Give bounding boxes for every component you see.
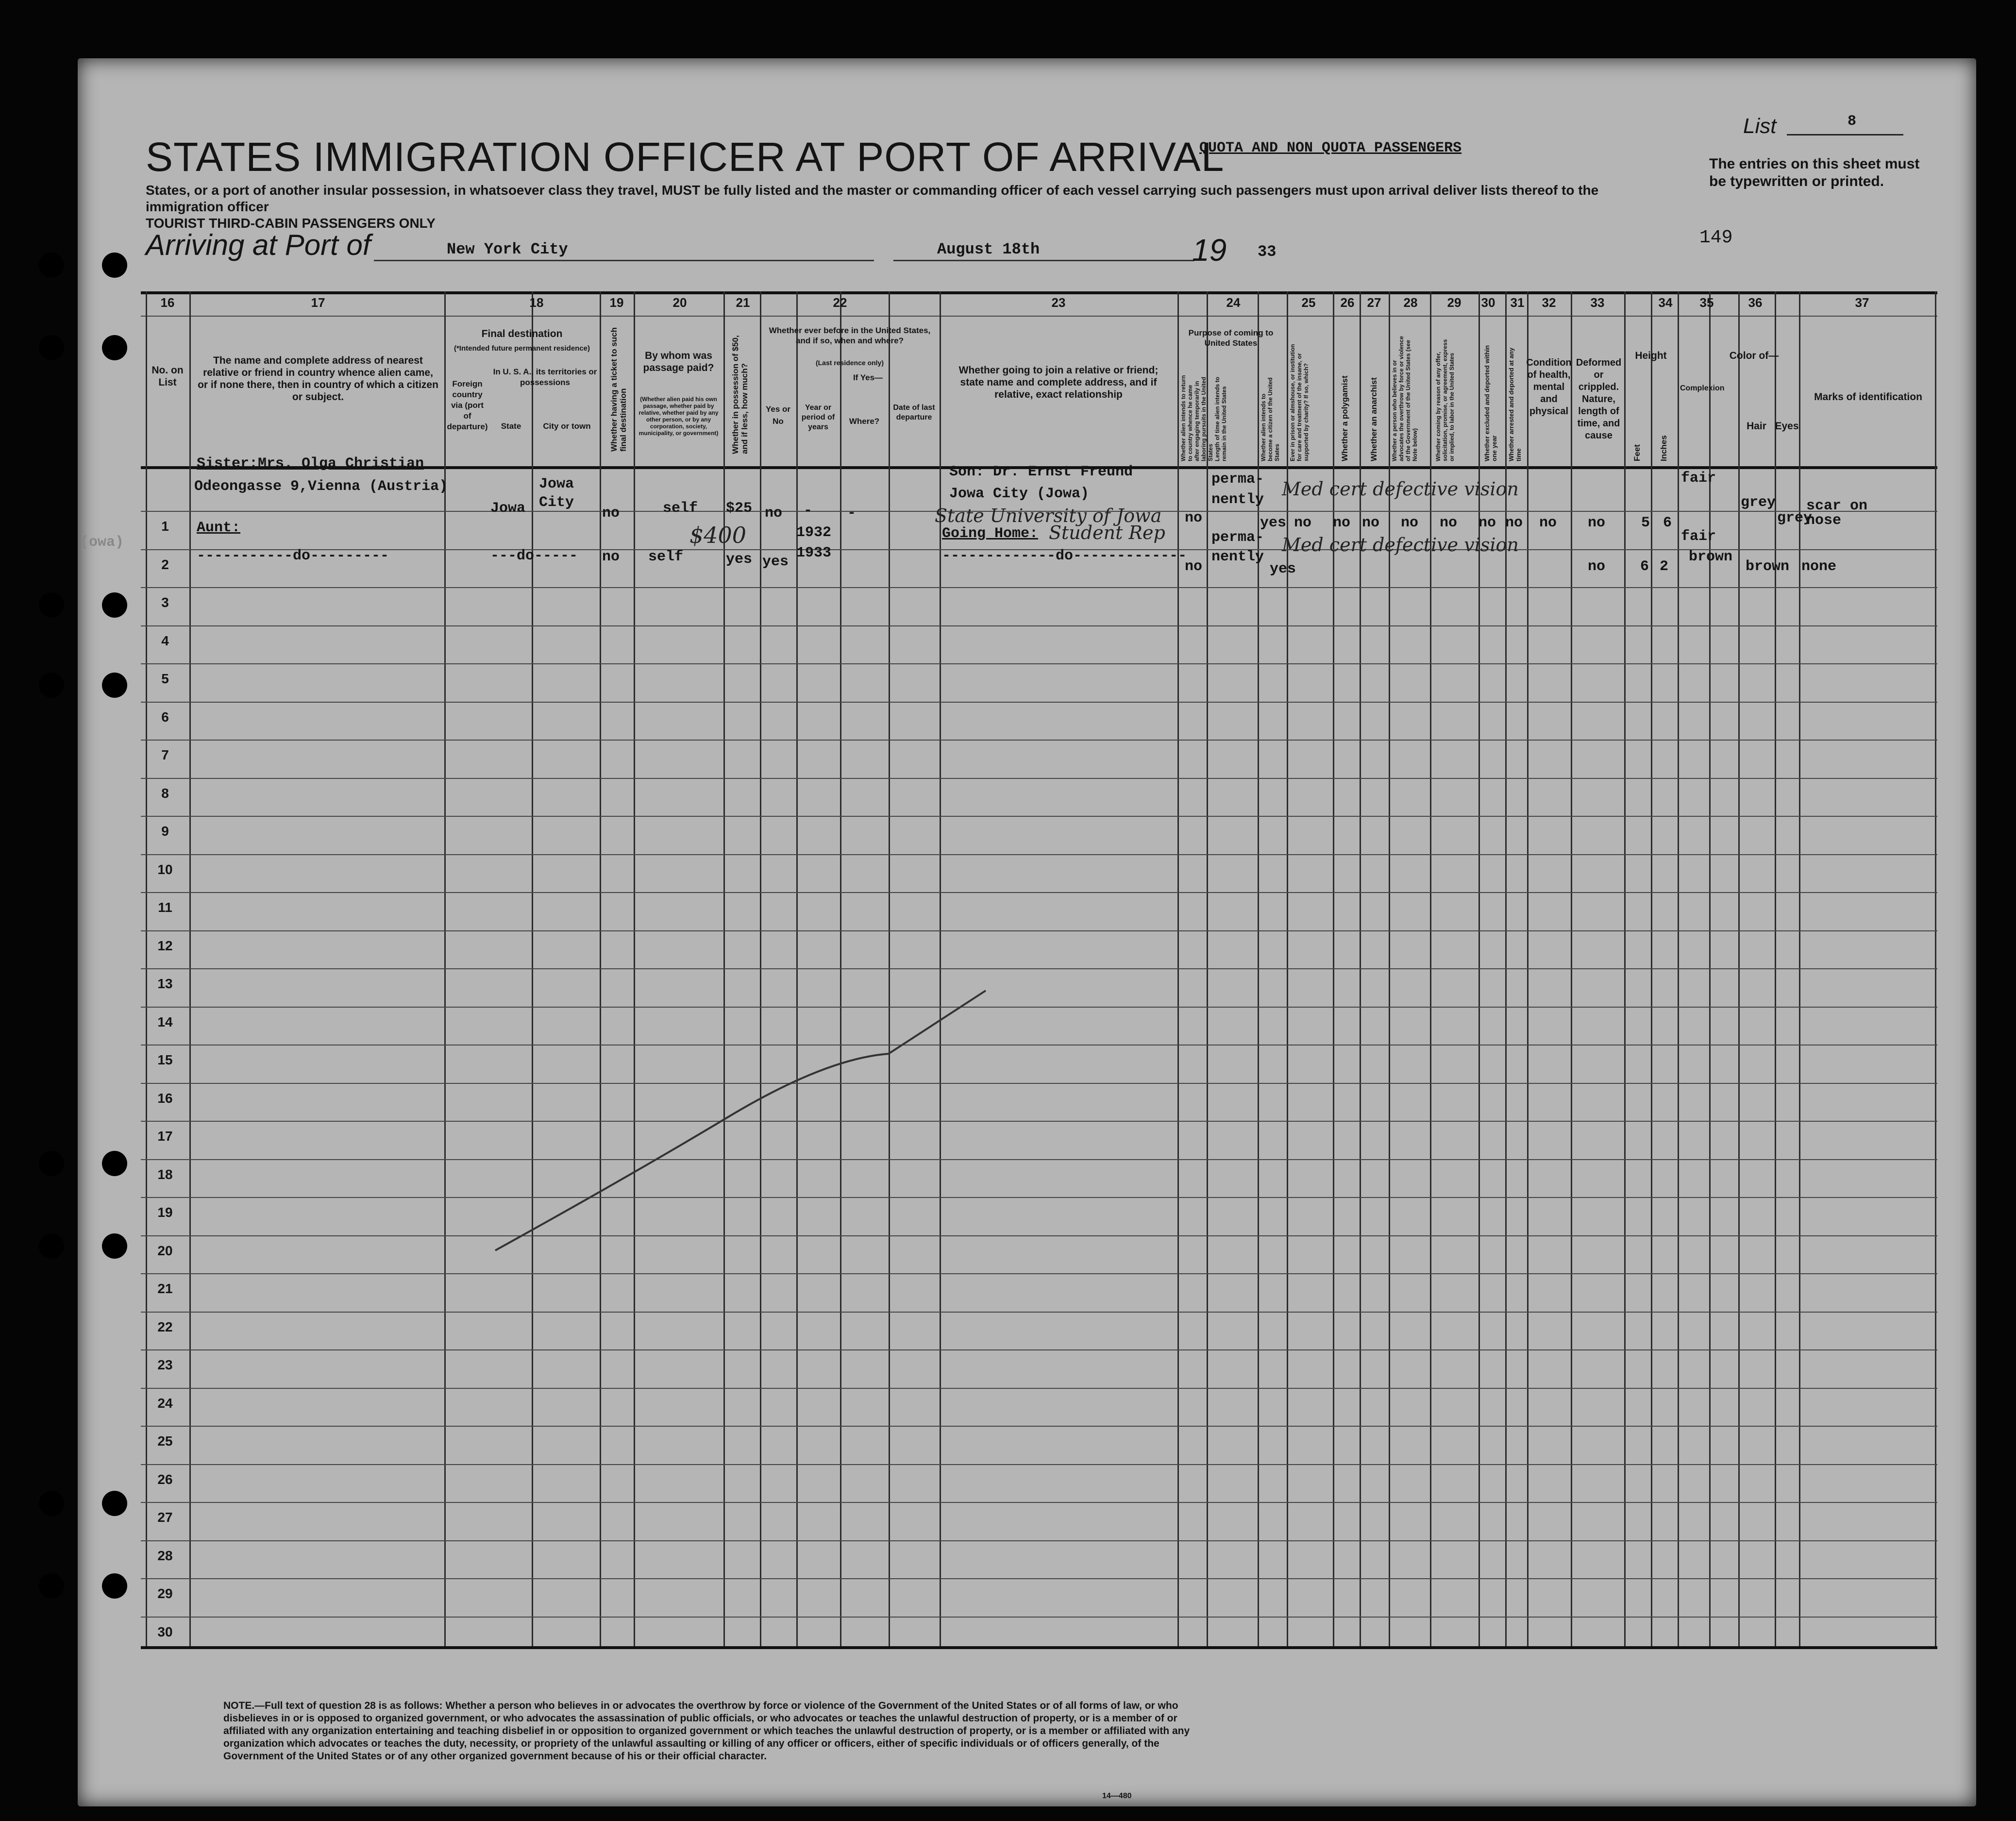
- r1-city-b: City: [539, 494, 574, 511]
- header-join-relative: Whether going to join a relative or friend; state name and complete address, and if relative, exact relationship: [958, 365, 1159, 400]
- column-number: 17: [311, 295, 325, 310]
- column-number: 34: [1658, 295, 1673, 310]
- row-number: 24: [157, 1396, 173, 1411]
- column-number: 22: [833, 295, 847, 310]
- row-number: 6: [161, 709, 169, 725]
- r1-feet: 5: [1641, 515, 1650, 531]
- r2-relative-ditto: -----------do---------: [197, 548, 389, 564]
- year-prefix: 19: [1192, 233, 1227, 268]
- header-purpose-length: Length of time alien intends to remain in the United States: [1214, 377, 1227, 461]
- header-final-destination-note: (*Intended future permanent residence): [454, 344, 590, 353]
- r2-handwritten-cert: Med cert defective vision: [1282, 534, 1519, 556]
- column-number: 24: [1226, 295, 1241, 310]
- typed-note: The entries on this sheet must be typewritten or printed.: [1709, 156, 1920, 189]
- r1-join-handwritten: State University of Jowa: [935, 505, 1162, 526]
- header-nearest-relative: The name and complete address of nearest relative or friend in country whence alien came, or if none there, then in country of which a citizen or subject.: [198, 355, 438, 403]
- r1-before: no: [765, 505, 783, 522]
- header-height: Height: [1635, 350, 1667, 361]
- r2-eyes: brown: [1746, 558, 1790, 575]
- column-number: 31: [1510, 295, 1525, 310]
- form-number: 14—480: [1102, 1792, 1132, 1800]
- row-number: 23: [157, 1357, 173, 1372]
- date-value: August 18th: [937, 240, 1040, 258]
- r1-deformed: no: [1588, 515, 1606, 531]
- row-number: 1: [161, 519, 169, 534]
- r2-ticket: no: [602, 549, 620, 565]
- list-number: 8: [1848, 113, 1857, 130]
- header-passage-note: (Whether alien paid his own passage, whether paid by relative, whether paid by any other person, or by any corporation, society, municipality, or government): [638, 396, 719, 437]
- r2-before: yes: [762, 554, 789, 570]
- header-foreign-country: Foreign country via (port of departure): [447, 379, 488, 431]
- row-number: 19: [157, 1205, 173, 1220]
- column-number: 16: [160, 295, 175, 310]
- r1-relative-name: Sister:Mrs. Olga Christian: [197, 455, 424, 472]
- r2-join-label: Going Home:: [942, 525, 1039, 542]
- r2-marks: none: [1801, 558, 1837, 575]
- row-number: 12: [157, 938, 173, 953]
- header-state: State: [501, 422, 521, 431]
- column-number: 33: [1590, 295, 1605, 310]
- header-ever-before: Whether ever before in the United States, and if so, when and where?: [769, 326, 931, 345]
- row-number: 11: [158, 900, 172, 915]
- header-health: Condition of health, mental and physical: [1526, 357, 1572, 417]
- row-number: 21: [157, 1281, 173, 1296]
- header-money: Whether in possession of $50, and if less, how much?: [731, 335, 749, 454]
- r1-marks-b: nose: [1806, 512, 1842, 529]
- column-number: 35: [1699, 295, 1714, 310]
- r1-state: Jowa: [490, 500, 526, 517]
- row-number: 9: [161, 824, 169, 839]
- header-purpose-citizen: Whether alien intends to become a citizen of the United States: [1260, 377, 1280, 461]
- header-marks: Marks of identification: [1814, 391, 1922, 403]
- r2-year-b: 1933: [796, 545, 832, 561]
- row-number: 20: [157, 1243, 173, 1258]
- column-number: 36: [1748, 295, 1763, 310]
- r2-complexion: fair: [1681, 528, 1716, 545]
- footnote-question-28: NOTE.—Full text of question 28 is as follows: Whether a person who believes in or advocates the overthrow by force or violence of the Government of the United States or of all forms of law, or who disbelieves in or is opposed to organized government, or who advocates the assassination of public officials, or who advocates or teaches the unlawful destruction of property, or is a member of or affiliated with any organization entertaining and teaching disbelief in or opposition to organized government or which teaches the unlawful destruction of property, or is a member or affiliated with any organization which advocates or teaches the duty, necessity, or propriety of the unlawful assaulting or killing of any officer or officers, either of specific individuals or of officers generally, of the Government of the United States or of any other organized government because of his or their official character.: [223, 1700, 1190, 1762]
- header-purpose-return: Whether alien intends to return to country whence he came after engaging temporarily in laboring pursuits in the United States: [1180, 375, 1214, 461]
- header-color: Color of—: [1729, 350, 1779, 361]
- r1-health: no: [1539, 515, 1557, 531]
- r2-money-handwritten: $400: [689, 522, 747, 548]
- header-eyes: Eyes: [1775, 421, 1799, 432]
- subtitle-tourist: TOURIST THIRD-CABIN PASSENGERS ONLY: [146, 216, 436, 231]
- r1-complexion: fair: [1681, 470, 1716, 487]
- header-prison: Ever in prison or almshouse, or institution for care and treatment of the insane, or supported by charity? If so, which?: [1289, 344, 1310, 461]
- row-number: 18: [157, 1167, 173, 1182]
- r2-purpose-length-b: nently: [1211, 549, 1264, 565]
- header-ever-before-note: (Last residence only): [815, 359, 884, 367]
- row-number: 10: [157, 862, 173, 877]
- column-number: 28: [1403, 295, 1418, 310]
- r1-join-address: Jowa City (Jowa): [949, 486, 1090, 502]
- r2-join-handwritten: Student Rep: [1049, 522, 1165, 543]
- column-number: 20: [672, 295, 687, 310]
- row-number: 5: [161, 671, 169, 686]
- r2-citizen: yes: [1270, 561, 1296, 577]
- r1-relative-address: Odeongasse 9,Vienna (Austria): [194, 478, 448, 495]
- r2-deformed: no: [1588, 558, 1606, 575]
- r2-inches: 2: [1660, 558, 1669, 575]
- r1-q25: no: [1294, 515, 1312, 531]
- r1-handwritten-cert: Med cert defective vision: [1282, 478, 1519, 500]
- r1-marks-a: scar on: [1806, 498, 1868, 514]
- r2-state-ditto: ---do-----: [490, 548, 578, 564]
- page-title: STATES IMMIGRATION OFFICER AT PORT OF ARRIVAL: [146, 134, 1225, 180]
- r1-purpose-length-a: perma-: [1211, 471, 1264, 488]
- subtitle-line: States, or a port of another insular possession, in whatsoever class they travel, MUST be fully listed and the master or commanding officer of each vessel carrying such passengers must upon arrival deliver lists thereof to the immigration officer: [146, 183, 1599, 214]
- r1-where-dash: -: [847, 505, 857, 522]
- row-number: 30: [157, 1624, 173, 1639]
- port-value: New York City: [447, 240, 568, 258]
- r1-q26: no: [1333, 515, 1351, 531]
- page-number: 149: [1699, 227, 1733, 248]
- column-number: 37: [1855, 295, 1869, 310]
- margin-note: (owa): [80, 534, 124, 551]
- header-polygamist: Whether a polygamist: [1340, 375, 1349, 461]
- r2-paid: self: [648, 549, 684, 565]
- row-number: 3: [161, 595, 169, 610]
- header-if-yes: If Yes—: [853, 373, 883, 382]
- header-final-destination: Final destination: [481, 328, 563, 339]
- r1-paid: self: [663, 500, 698, 517]
- header-complexion: Complexion: [1680, 384, 1725, 392]
- row-number: 7: [161, 747, 169, 762]
- column-number: 19: [609, 295, 624, 310]
- header-no-on-list: No. on List: [151, 365, 184, 388]
- r1-join-name: Son: Dr. Ernst Freund: [949, 464, 1133, 480]
- column-number: 21: [736, 295, 750, 310]
- r2-hair: brown: [1689, 549, 1733, 565]
- r1-q31: no: [1505, 515, 1523, 531]
- header-hair: Hair: [1747, 421, 1766, 432]
- r1-hair: grey: [1741, 494, 1776, 511]
- r1-q27: no: [1362, 515, 1380, 531]
- row-number: 2: [161, 557, 169, 572]
- header-arrested: Whether arrested and deported at any time: [1508, 347, 1522, 461]
- column-number: 30: [1481, 295, 1495, 310]
- column-number: 25: [1301, 295, 1316, 310]
- column-number: 26: [1340, 295, 1355, 310]
- row-number: 26: [157, 1472, 173, 1487]
- r1-city-a: Jowa: [539, 476, 574, 492]
- header-labor-offer: Whether coming by reason of any offer, solicitation, promise, or agreement, express or implied, to labor in the United States: [1435, 339, 1455, 461]
- header-passage-paid: By whom was passage paid?: [643, 350, 714, 373]
- row-number: 15: [157, 1052, 173, 1067]
- row-number: 17: [157, 1129, 173, 1144]
- r1-purpose-return: no: [1185, 510, 1203, 526]
- column-number: 32: [1542, 295, 1556, 310]
- r1-eyes: grey: [1777, 510, 1813, 526]
- quota-label: QUOTA AND NON QUOTA PASSENGERS: [1199, 140, 1462, 156]
- list-label: List: [1743, 114, 1777, 138]
- header-inches: Inches: [1659, 435, 1668, 461]
- r1-q29: no: [1440, 515, 1458, 531]
- header-purpose: Purpose of coming to United States: [1188, 328, 1274, 348]
- header-last-departure: Date of last departure: [893, 404, 935, 422]
- r2-year-a: 1932: [796, 524, 832, 541]
- row-number: 16: [157, 1091, 173, 1106]
- header-feet: Feet: [1632, 444, 1642, 461]
- column-number: 27: [1367, 295, 1381, 310]
- header-ticket: Whether having a ticket to such final destination: [609, 327, 628, 452]
- header-in-usa: In U. S. A., its territories or possessions: [493, 367, 597, 387]
- row-number: 13: [157, 976, 173, 991]
- r2-money: yes: [726, 551, 753, 568]
- r2-feet: 6: [1640, 558, 1649, 575]
- r1-purpose-length-b: nently: [1211, 491, 1264, 508]
- row-number: 27: [157, 1510, 173, 1525]
- r2-join-ditto: -------------do-------------: [942, 548, 1187, 564]
- header-anarchist: Whether an anarchist: [1369, 377, 1378, 461]
- row-number: 29: [157, 1586, 173, 1601]
- r2-relative: Aunt:: [197, 520, 241, 536]
- r1-ticket: no: [602, 505, 620, 522]
- r2-purpose-length-a: perma-: [1211, 529, 1264, 546]
- header-overthrow: Whether a person who believes in or advocates the overthrow by force or violence of the Government of the United States (see Note below): [1391, 336, 1418, 461]
- r1-year-dash: -: [804, 503, 813, 519]
- header-deformed: Deformed or crippled. Nature, length of time, and cause: [1576, 357, 1622, 441]
- arriving-label: Arriving at Port of: [146, 229, 371, 261]
- row-number: 22: [157, 1319, 173, 1334]
- header-yes-no: Yes or No: [765, 405, 791, 426]
- header-excluded: Whether excluded and deported within one year: [1483, 345, 1498, 461]
- r1-money: $25: [726, 500, 753, 517]
- r2-purpose-return: no: [1185, 558, 1203, 575]
- column-number: 18: [529, 295, 544, 310]
- header-where: Where?: [849, 417, 880, 426]
- pencil-strike-path: [495, 991, 986, 1250]
- r1-inches: 6: [1663, 515, 1672, 531]
- header-city: City or town: [543, 422, 591, 431]
- row-number: 4: [161, 633, 169, 648]
- column-number: 29: [1447, 295, 1462, 310]
- r1-q30: no: [1478, 515, 1496, 531]
- r1-citizen: yes: [1260, 515, 1287, 531]
- r1-q28: no: [1401, 515, 1419, 531]
- year-suffix: 33: [1258, 243, 1277, 261]
- header-year-period: Year or period of years: [801, 404, 835, 431]
- row-number: 8: [161, 786, 169, 801]
- row-number: 14: [157, 1014, 173, 1029]
- row-number: 25: [157, 1433, 173, 1449]
- column-number: 23: [1051, 295, 1066, 310]
- row-number: 28: [157, 1548, 173, 1563]
